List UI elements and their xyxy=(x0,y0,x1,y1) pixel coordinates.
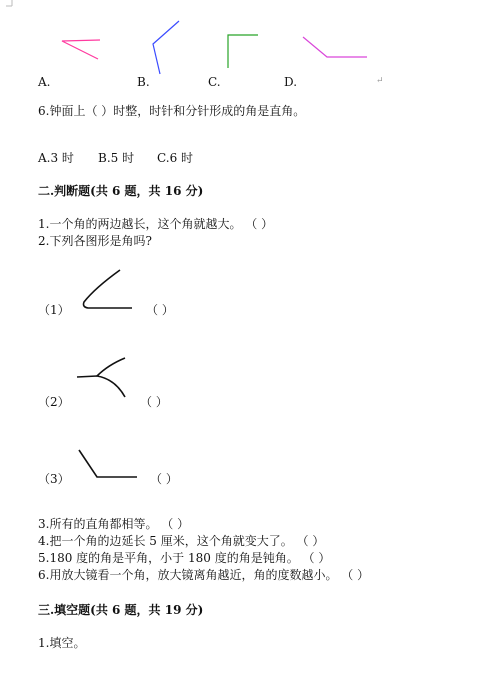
question-6-text: 6.钟面上（ ）时整，时针和分针形成的角是直角。 xyxy=(38,104,306,118)
judge-item-2-blank: （ ） xyxy=(140,395,168,409)
option-a-label: A. xyxy=(38,75,51,89)
judge-q6: 6.用放大镜看一个角，放大镜离角越近，角的度数越小。 （ ） xyxy=(38,568,370,582)
option-b-label: B. xyxy=(137,75,150,89)
judge-q5: 5.180 度的角是平角，小于 180 度的角是钝角。 （ ） xyxy=(38,551,331,565)
paragraph-mark: ↵ xyxy=(376,76,384,86)
q6-option-b: B.5 时 xyxy=(98,151,135,165)
q6-option-c: C.6 时 xyxy=(157,151,194,165)
section-3-heading: 三.填空题(共 6 题，共 19 分) xyxy=(38,603,204,617)
option-d-label: D. xyxy=(284,75,298,89)
fill-q1: 1.填空。 xyxy=(38,636,86,650)
option-c-label: C. xyxy=(208,75,221,89)
judge-q2: 2.下列各图形是角吗? xyxy=(38,234,152,248)
judge-item-2-label: （2） xyxy=(38,395,70,409)
section-2-heading: 二.判断题(共 6 题，共 16 分) xyxy=(38,184,204,198)
judge-item-3-label: （3） xyxy=(38,472,70,486)
judge-item-1-label: （1） xyxy=(38,303,70,317)
q6-option-a: A.3 时 xyxy=(38,151,74,165)
judge-item-3-blank: （ ） xyxy=(150,472,178,486)
judge-q3: 3.所有的直角都相等。 （ ） xyxy=(38,517,190,531)
judge-q1: 1.一个角的两边越长，这个角就越大。 （ ） xyxy=(38,217,274,231)
judge-q4: 4.把一个角的边延长 5 厘米，这个角就变大了。 （ ） xyxy=(38,534,325,548)
judge-item-1-blank: （ ） xyxy=(146,303,174,317)
